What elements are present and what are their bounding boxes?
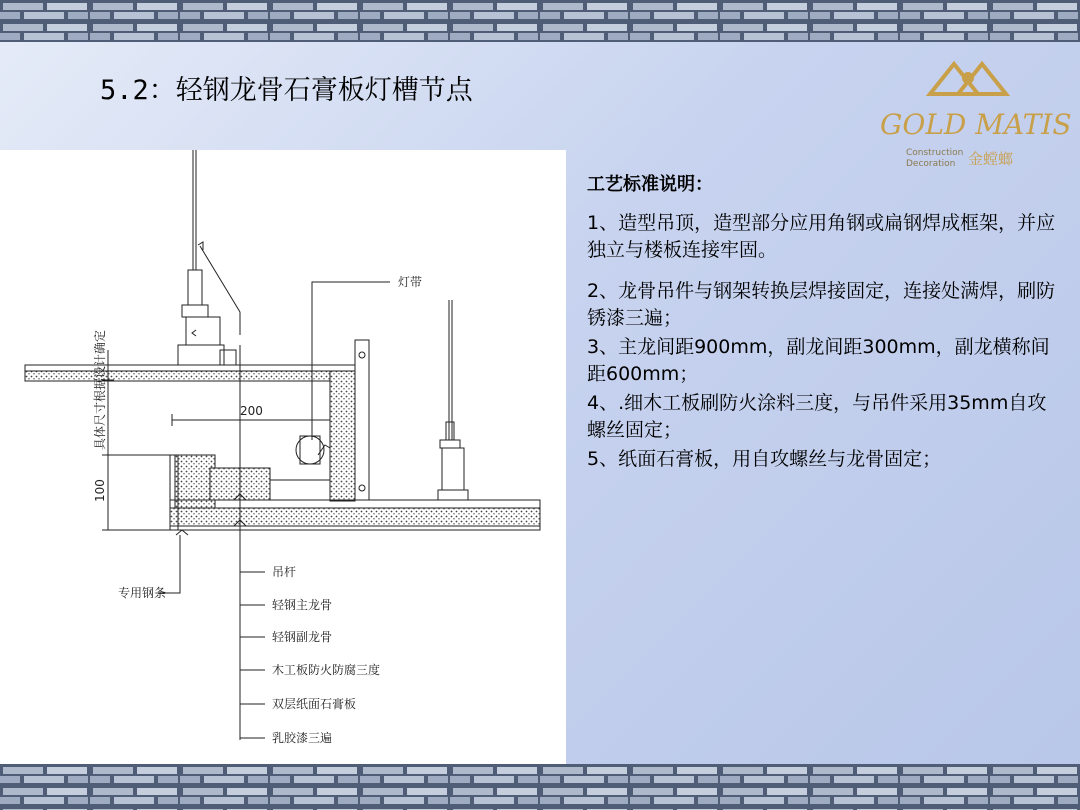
- logo-sub-text-1: Construction: [906, 148, 964, 158]
- logo-sub-text-2: Decoration: [906, 159, 956, 169]
- logo-emblem-icon: [930, 64, 1006, 94]
- ceiling-detail-drawing: [0, 150, 566, 764]
- legend-item-1: 吊杆: [272, 565, 297, 579]
- material-legend: [240, 572, 265, 738]
- top-decorative-band: [0, 0, 1080, 42]
- legend-item-6: 乳胶漆三遍: [272, 731, 333, 745]
- brick-pattern-top: [0, 0, 1080, 42]
- legend-item-5: 双层纸面石膏板: [272, 697, 357, 711]
- bottom-decorative-band: [0, 764, 1080, 810]
- hanging-rods: [193, 150, 452, 440]
- page-title: 5.2：轻钢龙骨石膏板灯槽节点: [100, 75, 473, 106]
- note-item-3: 3、主龙间距900mm，副龙间距300mm，副龙横称间距600mm；: [587, 336, 1050, 385]
- legend-item-3: 轻钢副龙骨: [272, 630, 333, 644]
- right-hanger-assembly: [438, 422, 468, 500]
- logo-chinese-text: 金螳螂: [968, 150, 1014, 168]
- lamp-label: 灯带: [398, 275, 423, 289]
- dimension-height-label: 100: [93, 479, 107, 502]
- center-anchor-marks: [176, 345, 246, 740]
- left-hanger-assembly: [178, 270, 236, 365]
- brick-pattern-bottom: [0, 764, 1080, 810]
- logo-brand-text: GOLD MATIS: [880, 108, 1072, 141]
- side-note-label: 具体尺寸根据设计确定: [93, 329, 107, 450]
- dimension-width-label: 200: [240, 404, 263, 418]
- note-item-1: 1、造型吊顶，造型部分应用角钢或扁钢焊成框架，并应独立与楼板连接牢固。: [587, 212, 1056, 261]
- note-item-5: 5、纸面石膏板，用自攻螺丝与龙骨固定；: [587, 448, 942, 470]
- note-item-4: 4、.细木工板刷防火涂料三度，与吊件采用35mm自攻螺丝固定；: [587, 392, 1047, 441]
- notes-heading: 工艺标准说明：: [587, 174, 713, 195]
- legend-item-4: 木工板防火防腐三度: [272, 663, 381, 677]
- process-notes: [587, 170, 1057, 475]
- note-item-2: 2、龙骨吊件与钢架转换层焊接固定，连接处满焊，刷防锈漆三遍；: [587, 280, 1056, 329]
- angle-steel-label: 专用钢条: [118, 586, 167, 600]
- company-logo: [872, 52, 1072, 177]
- legend-item-2: 轻钢主龙骨: [272, 598, 333, 612]
- angle-leader-line: [158, 535, 180, 593]
- light-trough: [175, 436, 330, 515]
